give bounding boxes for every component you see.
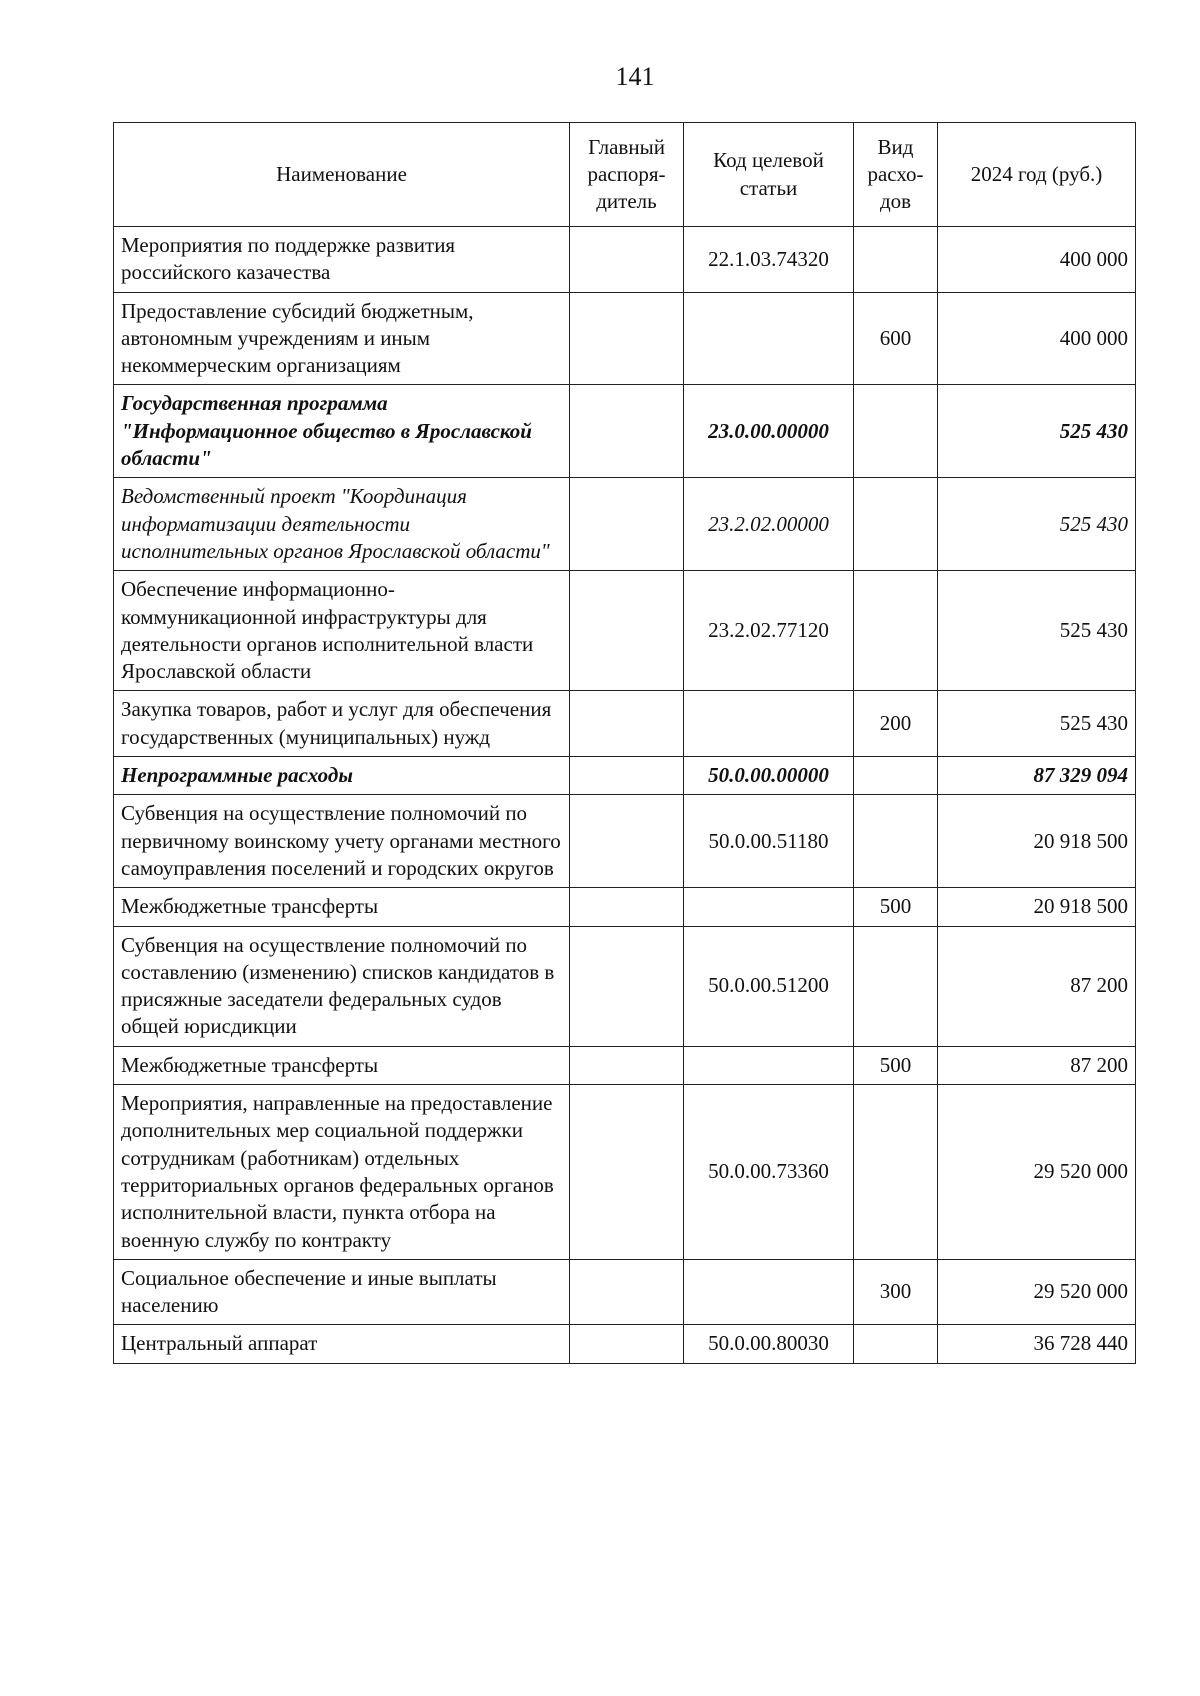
- cell-vid: [854, 1325, 938, 1363]
- cell-amount: 20 918 500: [938, 795, 1136, 888]
- table-row: [114, 227, 1136, 293]
- cell-name: Обеспечение информационно-коммуникационной инфраструктуры для деятельности органов исполнительной власти Ярославской области: [114, 571, 570, 691]
- cell-name: Предоставление субсидий бюджетным, автономным учреждениям и иным некоммерческим организациям: [114, 292, 570, 385]
- cell-amount: 525 430: [938, 478, 1136, 571]
- cell-vid: [854, 757, 938, 795]
- cell-amount: 20 918 500: [938, 888, 1136, 926]
- table-row: [114, 757, 1136, 795]
- cell-amount: 525 430: [938, 571, 1136, 691]
- cell-code: 50.0.00.51200: [684, 926, 854, 1046]
- cell-code: [684, 292, 854, 385]
- cell-code: 23.0.00.00000: [684, 385, 854, 478]
- cell-code: 23.2.02.77120: [684, 571, 854, 691]
- cell-amount: 525 430: [938, 691, 1136, 757]
- cell-vid: [854, 795, 938, 888]
- header-name: Наименование: [114, 123, 570, 227]
- budget-table: [113, 122, 1136, 1364]
- table-row: [114, 478, 1136, 571]
- cell-code: [684, 1046, 854, 1084]
- header-glavny: Главный распоря-дитель: [570, 123, 684, 227]
- cell-code: 50.0.00.73360: [684, 1085, 854, 1260]
- page-number: 141: [615, 62, 655, 91]
- table-row: [114, 571, 1136, 691]
- cell-glavny: [570, 478, 684, 571]
- table-row: [114, 1046, 1136, 1084]
- cell-glavny: [570, 227, 684, 293]
- cell-amount: 87 200: [938, 1046, 1136, 1084]
- cell-vid: [854, 227, 938, 293]
- cell-vid: 500: [854, 1046, 938, 1084]
- cell-glavny: [570, 888, 684, 926]
- cell-name: Межбюджетные трансферты: [114, 888, 570, 926]
- cell-code: 50.0.00.00000: [684, 757, 854, 795]
- cell-glavny: [570, 1046, 684, 1084]
- table-row: [114, 385, 1136, 478]
- header-vid: Вид расхо-дов: [854, 123, 938, 227]
- cell-glavny: [570, 1085, 684, 1260]
- cell-name: Мероприятия, направленные на предоставление дополнительных мер социальной поддержки сотрудникам (работникам) отдельных территориальных органов федеральных органов исполнительной власти, пункта отбора на военную службу по контракту: [114, 1085, 570, 1260]
- cell-amount: 87 200: [938, 926, 1136, 1046]
- cell-name: Центральный аппарат: [114, 1325, 570, 1363]
- header-code: Код целевой статьи: [684, 123, 854, 227]
- cell-code: 50.0.00.80030: [684, 1325, 854, 1363]
- cell-vid: 600: [854, 292, 938, 385]
- table-row: [114, 292, 1136, 385]
- cell-glavny: [570, 292, 684, 385]
- cell-code: [684, 691, 854, 757]
- cell-glavny: [570, 385, 684, 478]
- cell-vid: 500: [854, 888, 938, 926]
- cell-vid: [854, 385, 938, 478]
- table-body: [114, 227, 1136, 1364]
- table-row: [114, 888, 1136, 926]
- cell-vid: 200: [854, 691, 938, 757]
- cell-name: Межбюджетные трансферты: [114, 1046, 570, 1084]
- table-header-row: [114, 123, 1136, 227]
- table-row: [114, 1085, 1136, 1260]
- cell-code: [684, 1259, 854, 1325]
- cell-amount: 400 000: [938, 227, 1136, 293]
- cell-vid: [854, 1085, 938, 1260]
- cell-glavny: [570, 1259, 684, 1325]
- cell-glavny: [570, 795, 684, 888]
- cell-name: Социальное обеспечение и иные выплаты населению: [114, 1259, 570, 1325]
- cell-code: 23.2.02.00000: [684, 478, 854, 571]
- table-row: [114, 1259, 1136, 1325]
- cell-amount: 525 430: [938, 385, 1136, 478]
- cell-glavny: [570, 757, 684, 795]
- cell-amount: 400 000: [938, 292, 1136, 385]
- cell-name: Закупка товаров, работ и услуг для обеспечения государственных (муниципальных) нужд: [114, 691, 570, 757]
- cell-name: Непрограммные расходы: [114, 757, 570, 795]
- cell-amount: 29 520 000: [938, 1085, 1136, 1260]
- cell-amount: 36 728 440: [938, 1325, 1136, 1363]
- cell-name: Государственная программа "Информационное общество в Ярославской области": [114, 385, 570, 478]
- cell-name: Субвенция на осуществление полномочий по составлению (изменению) списков кандидатов в присяжные заседатели федеральных судов общей юрисдикции: [114, 926, 570, 1046]
- header-year: 2024 год (руб.): [938, 123, 1136, 227]
- cell-glavny: [570, 926, 684, 1046]
- cell-amount: 87 329 094: [938, 757, 1136, 795]
- cell-name: Мероприятия по поддержке развития российского казачества: [114, 227, 570, 293]
- cell-name: Ведомственный проект "Координация информатизации деятельности исполнительных органов Ярославской области": [114, 478, 570, 571]
- cell-vid: [854, 571, 938, 691]
- cell-amount: 29 520 000: [938, 1259, 1136, 1325]
- cell-vid: [854, 926, 938, 1046]
- cell-vid: [854, 478, 938, 571]
- cell-name: Субвенция на осуществление полномочий по первичному воинскому учету органами местного самоуправления поселений и городских округов: [114, 795, 570, 888]
- cell-glavny: [570, 571, 684, 691]
- cell-code: [684, 888, 854, 926]
- cell-vid: 300: [854, 1259, 938, 1325]
- table-row: [114, 926, 1136, 1046]
- cell-code: 22.1.03.74320: [684, 227, 854, 293]
- table-row: [114, 691, 1136, 757]
- cell-glavny: [570, 691, 684, 757]
- cell-glavny: [570, 1325, 684, 1363]
- cell-code: 50.0.00.51180: [684, 795, 854, 888]
- table-row: [114, 795, 1136, 888]
- table-row: [114, 1325, 1136, 1363]
